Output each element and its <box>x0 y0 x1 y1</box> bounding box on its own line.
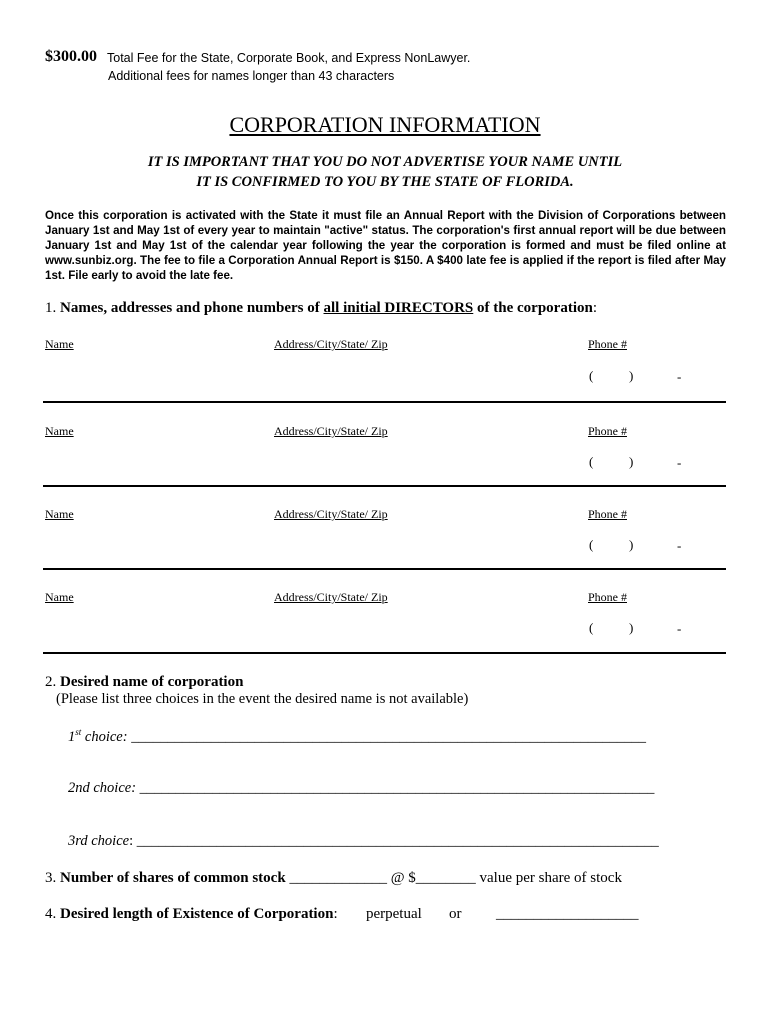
section-3-number: 3. <box>45 870 57 886</box>
warning-line-2: IT IS CONFIRMED TO YOU BY THE STATE OF FLORIDA. <box>196 174 574 190</box>
section-2-note: (Please list three choices in the event the desired name is not available) <box>56 691 469 707</box>
director-name-field[interactable]: Name <box>45 424 74 438</box>
phone-close-paren: ) <box>629 620 634 635</box>
third-choice-label: 3rd choice <box>68 833 130 849</box>
director-address-field[interactable]: Address/City/State/ Zip <box>274 424 388 438</box>
director-phone-field[interactable]: Phone # <box>588 337 627 351</box>
section-1-number: 1. <box>45 300 57 316</box>
section-4-colon: : <box>333 906 338 922</box>
section-2-heading <box>45 674 243 691</box>
director-divider <box>43 568 726 570</box>
fee-extra-note: Additional fees for names longer than 43 characters <box>108 69 395 83</box>
first-choice-label: choice: <box>81 728 128 745</box>
section-2-title: Desired name of corporation <box>60 674 244 690</box>
director-address-field[interactable]: Address/City/State/ Zip <box>274 507 388 521</box>
shares-count-input[interactable]: _____________ <box>289 870 387 886</box>
director-divider <box>43 401 726 403</box>
perpetual-option[interactable]: perpetual <box>366 906 422 922</box>
warning-line-1: IT IS IMPORTANT THAT YOU DO NOT ADVERTISE YOUR NAME UNTIL <box>147 154 623 170</box>
first-choice-number: 1 <box>68 728 76 745</box>
second-choice-label: 2nd choice: <box>68 780 137 796</box>
phone-close-paren: ) <box>629 454 634 469</box>
section-4-number: 4. <box>45 906 57 922</box>
section-1-emphasis: all initial DIRECTORS <box>323 300 474 316</box>
section-3-at: @ $ <box>390 870 416 886</box>
phone-dash: - <box>677 455 682 470</box>
director-divider <box>43 485 726 487</box>
section-3-label: Number of shares of common stock <box>60 870 286 886</box>
director-name-field[interactable]: Name <box>45 337 74 351</box>
page-title: CORPORATION INFORMATION <box>229 112 541 137</box>
director-address-field[interactable]: Address/City/State/ Zip <box>274 337 388 351</box>
share-value-input[interactable]: ________ <box>415 870 476 886</box>
section-1-heading <box>45 300 597 317</box>
section-3-row <box>45 870 622 887</box>
phone-open-paren: ( <box>589 620 594 635</box>
phone-close-paren: ) <box>629 368 634 383</box>
third-choice-colon: : <box>129 833 134 849</box>
section-4-row <box>45 906 338 923</box>
director-name-field[interactable]: Name <box>45 507 74 521</box>
phone-close-paren: ) <box>629 537 634 552</box>
director-phone-field[interactable]: Phone # <box>588 507 627 521</box>
section-1-prefix: Names, addresses and phone numbers of <box>60 300 320 316</box>
director-phone-field[interactable]: Phone # <box>588 424 627 438</box>
or-label: or <box>449 906 462 922</box>
existence-length-input[interactable]: ___________________ <box>496 906 639 922</box>
phone-open-paren: ( <box>589 537 594 552</box>
section-1-colon: : <box>592 300 598 316</box>
director-divider <box>43 652 726 654</box>
director-name-field[interactable]: Name <box>45 590 74 604</box>
section-4-label: Desired length of Existence of Corporation <box>60 906 334 922</box>
second-choice-input[interactable]: _______________________________________________________________________ <box>139 780 655 796</box>
first-choice-row <box>68 727 646 746</box>
annual-report-notice: Once this corporation is activated with the State it must file an Annual Report with the Division of Corporations between January 1st and May 1st of every year to maintain "active" status. The corporation's first annual report will be due between January 1st and May 1st of the calendar year following the year the corporation is formed and must be filed online at www.sunbiz.org. The fee to file a Corporation Annual Report is $150. A $400 late fee is applied if the report is filed after May 1st. File early to avoid the late fee. <box>45 209 726 282</box>
section-1-suffix: of the corporation <box>477 300 593 316</box>
director-address-field[interactable]: Address/City/State/ Zip <box>274 590 388 604</box>
second-choice-row <box>68 780 654 797</box>
section-2-number: 2. <box>45 674 57 690</box>
third-choice-input[interactable]: ________________________________________________________________________ <box>136 833 659 849</box>
first-choice-ordinal: st <box>75 727 82 737</box>
phone-open-paren: ( <box>589 454 594 469</box>
fee-amount: $300.00 <box>45 48 97 65</box>
third-choice-row <box>68 833 659 850</box>
first-choice-input[interactable]: _______________________________________________________________________ <box>131 728 646 745</box>
director-phone-field[interactable]: Phone # <box>588 590 627 604</box>
fee-description: Total Fee for the State, Corporate Book, and Express NonLawyer. <box>107 51 471 65</box>
phone-dash: - <box>677 369 682 384</box>
phone-dash: - <box>677 621 682 636</box>
section-3-suffix: value per share of stock <box>479 870 622 886</box>
phone-open-paren: ( <box>589 368 594 383</box>
phone-dash: - <box>677 538 682 553</box>
